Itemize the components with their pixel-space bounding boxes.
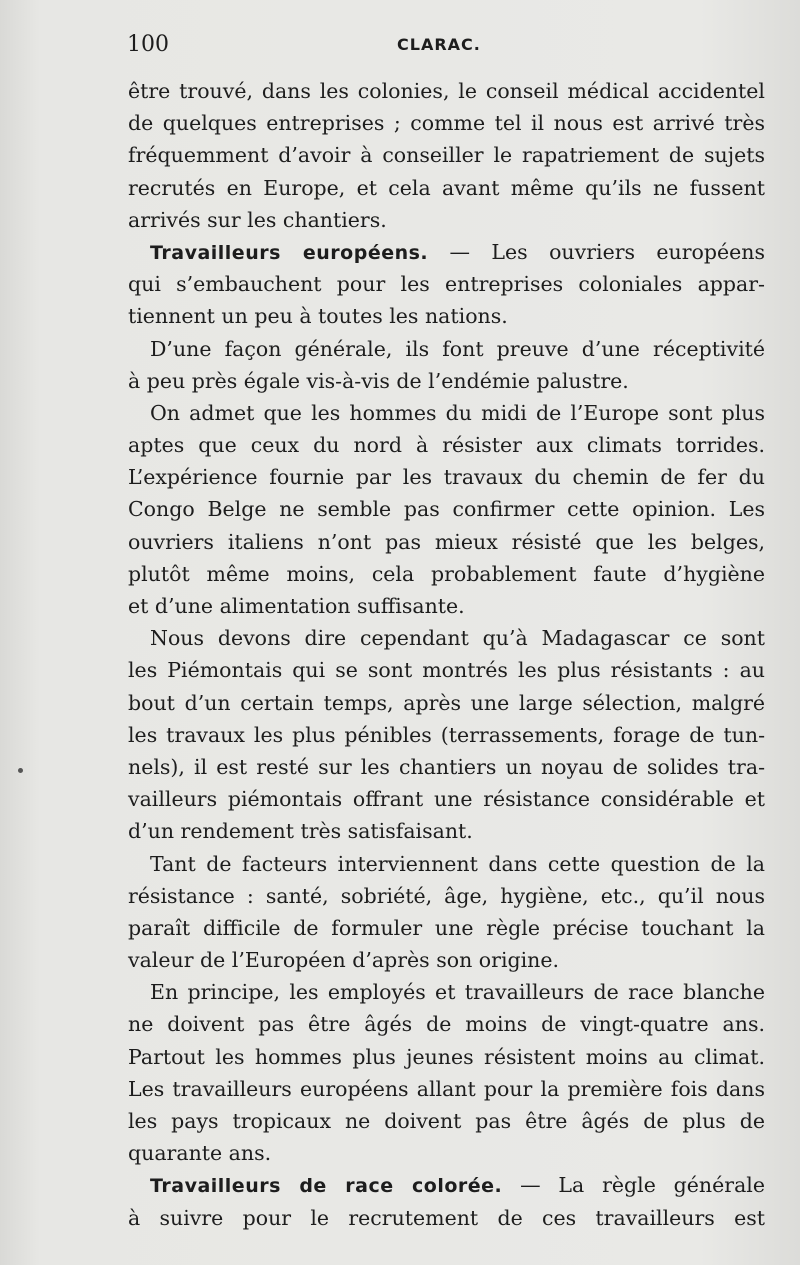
text-line: qui s’embauchent pour les entreprises coloniales appar- — [128, 272, 765, 297]
text-line: valeur de l’Européen d’après son origine. — [128, 948, 560, 973]
section-heading-european-workers: Travailleurs européens. — [150, 241, 429, 264]
text-line-rest: — Les ouvriers européens — [428, 239, 765, 264]
text-line: à peu près égale vis-à-vis de l’endémie palustre. — [128, 368, 629, 393]
text-line — [128, 1169, 765, 1201]
text-line: et d’une alimentation suffisante. — [128, 594, 465, 618]
text-line: bout d’un certain temps, après une large sélection, malgré — [128, 690, 765, 715]
text-line: fréquemment d’avoir à conseiller le rapatriement de sujets — [128, 143, 765, 168]
text-line: tiennent un peu à toutes les nations. — [128, 304, 508, 329]
text-line: ouvriers italiens n’ont pas mieux résisté que les belges, — [128, 529, 765, 554]
text-line-rest: — La règle générale — [502, 1173, 765, 1198]
margin-mark — [18, 768, 23, 773]
page-number: 100 — [127, 32, 169, 57]
text-line: plutôt même moins, cela probablement faute d’hygiène — [128, 561, 765, 586]
text-line: On admet que les hommes du midi de l’Europe sont plus — [150, 400, 765, 425]
text-line: En principe, les employés et travailleurs de race blanche — [150, 980, 765, 1005]
running-head — [127, 32, 767, 62]
text-line: ne doivent pas être âgés de moins de vingt-quatre ans. — [128, 1012, 765, 1037]
text-line: d’un rendement très satisfaisant. — [128, 819, 473, 844]
paragraph-continuation — [128, 75, 765, 236]
text-line: les Piémontais qui se sont montrés les plus résistants : au — [128, 658, 765, 683]
running-title: CLARAC. — [397, 35, 481, 54]
paragraph-colored-workers — [128, 1169, 765, 1233]
paragraph-european-workers — [128, 236, 765, 333]
text-line: Les travailleurs européens allant pour la première fois dans — [128, 1076, 765, 1101]
paragraph — [128, 848, 765, 977]
text-line: quarante ans. — [128, 1141, 272, 1166]
paragraph — [128, 333, 765, 397]
text-line: nels), il est resté sur les chantiers un noyau de solides tra- — [128, 754, 765, 779]
text-line: L’expérience fournie par les travaux du chemin de fer du — [128, 465, 765, 490]
text-line: vailleurs piémontais offrant une résistance considérable et — [128, 787, 765, 812]
text-line: D’une façon générale, ils font preuve d’une réceptivité — [150, 336, 765, 361]
text-line: paraît difficile de formuler une règle précise touchant la — [128, 915, 765, 940]
text-line: arrivés sur les chantiers. — [128, 207, 387, 232]
paragraph — [128, 397, 765, 622]
text-line: recrutés en Europe, et cela avant même qu’ils ne fussent — [128, 175, 765, 200]
text-line: Tant de facteurs interviennent dans cette question de la — [150, 851, 765, 876]
text-line — [128, 236, 765, 268]
text-line: être trouvé, dans les colonies, le conseil médical accidentel — [128, 79, 765, 103]
paragraph — [128, 976, 765, 1169]
text-line: les pays tropicaux ne doivent pas être âgés de plus de — [128, 1109, 765, 1133]
text-line: résistance : santé, sobriété, âge, hygiène, etc., qu’il nous — [128, 883, 765, 908]
text-line: Nous devons dire cependant qu’à Madagascar ce sont — [150, 626, 765, 651]
text-line: les travaux les plus pénibles (terrassements, forage de tun- — [128, 722, 765, 747]
body-text — [128, 75, 765, 1234]
text-line: à suivre pour le recrutement de ces travailleurs est — [128, 1205, 765, 1230]
text-line: Congo Belge ne semble pas confirmer cette opinion. Les — [128, 497, 765, 522]
text-line: de quelques entreprises ; comme tel il nous est arrivé très — [128, 111, 765, 136]
section-heading-colored-workers: Travailleurs de race colorée. — [150, 1175, 503, 1198]
paragraph — [128, 622, 765, 847]
text-line: Partout les hommes plus jeunes résistent moins au climat. — [128, 1044, 765, 1069]
text-line: aptes que ceux du nord à résister aux climats torrides. — [128, 433, 765, 458]
